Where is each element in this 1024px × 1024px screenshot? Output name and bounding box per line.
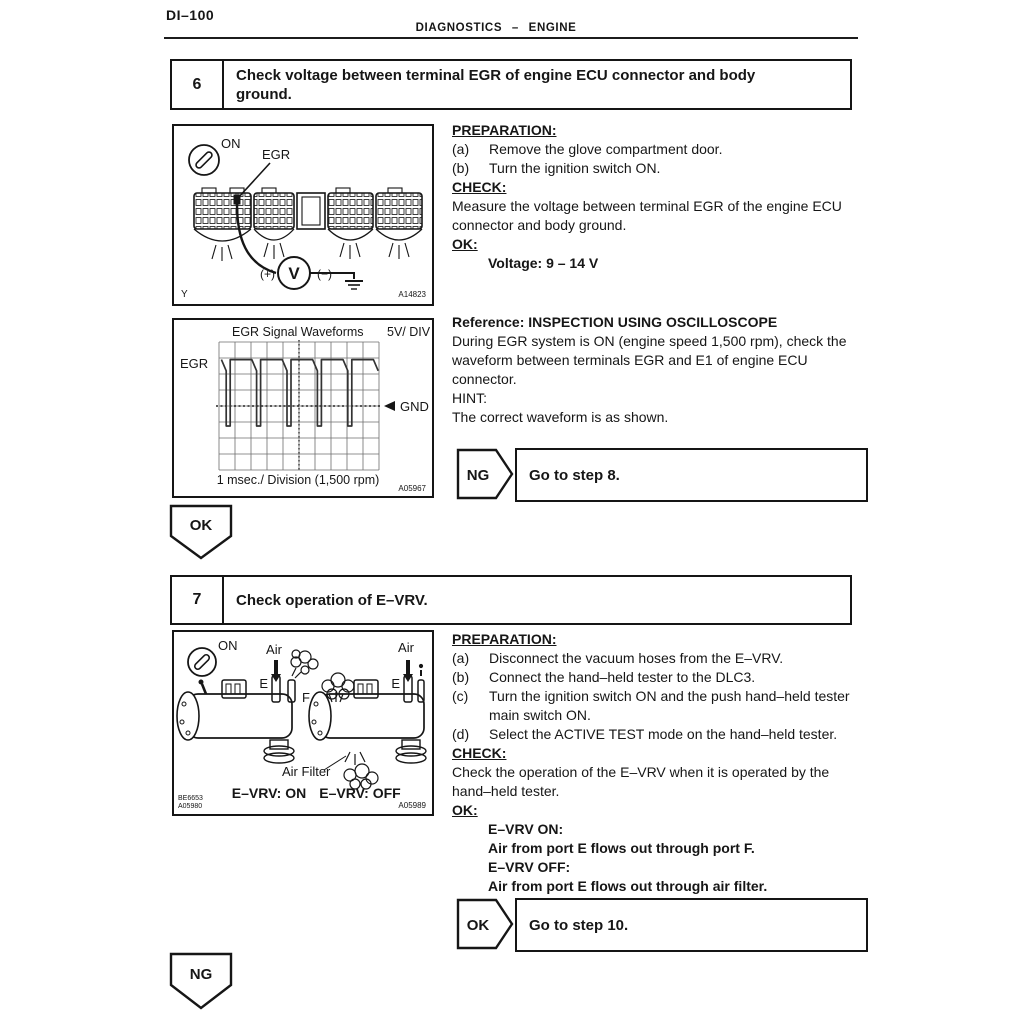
air-filter-label: Air Filter	[282, 764, 331, 779]
air-filter-spray	[324, 752, 378, 789]
ecu-connector-drawing	[174, 126, 432, 304]
step-7-number: 7	[172, 577, 224, 623]
item-index: (c)	[452, 688, 469, 704]
egr-terminal-label: EGR	[262, 147, 291, 162]
list-item	[452, 140, 858, 159]
item-text: Disconnect the vacuum hoses from the E–VRV.	[489, 650, 784, 666]
gnd-label: GND	[400, 399, 429, 414]
ok-connector-label: OK	[189, 517, 213, 534]
reference-body: During EGR system is ON (engine speed 1,500 rpm), check the waveform between terminals EGR and E1 of engine ECU connector.	[452, 333, 847, 387]
ignition-on-label: ON	[218, 638, 238, 653]
ok-flow-connector	[169, 504, 233, 565]
step-6-number: 6	[172, 61, 224, 108]
ignition-on-label: ON	[221, 136, 241, 151]
section-header: DIAGNOSTICS – ENGINE	[415, 22, 577, 34]
valve-on-caption: E–VRV: ON	[231, 785, 307, 801]
check-text: Check the operation of the E–VRV when it is operated by the hand–held tester.	[452, 764, 830, 799]
meter-plus-label: (+)	[260, 267, 275, 281]
item-text: Select the ACTIVE TEST mode on the hand–held tester.	[489, 726, 838, 742]
ok-value: Voltage: 9 – 14 V	[488, 255, 599, 271]
ok-flow-tag	[456, 898, 516, 955]
preparation-heading: PREPARATION:	[452, 631, 557, 647]
preparation-heading: PREPARATION:	[452, 122, 557, 138]
scope-channel-label: EGR	[180, 356, 209, 371]
item-text: Turn the ignition switch ON and the push hand–held tester main switch ON.	[489, 688, 850, 723]
scope-title: EGR Signal Waveforms	[232, 325, 364, 339]
figure-code-right: A05989	[398, 801, 426, 810]
reference-heading: Reference: INSPECTION USING OSCILLOSCOPE	[452, 314, 778, 330]
ng-result-action: Go to step 8.	[529, 466, 620, 484]
air-label-left: Air	[266, 642, 282, 657]
ok-tag-label: OK	[466, 917, 490, 934]
scope-code: A05967	[398, 484, 426, 493]
item-text: Connect the hand–held tester to the DLC3.	[489, 669, 756, 685]
list-item	[452, 159, 858, 178]
gnd-arrow-icon	[384, 401, 395, 411]
item-index: (d)	[452, 726, 470, 742]
ok-result-box	[515, 898, 868, 952]
ng-flow-tag	[456, 448, 516, 505]
item-index: (a)	[452, 650, 470, 666]
ng-flow-connector	[169, 952, 233, 1015]
ok-line: E–VRV OFF:	[488, 859, 571, 875]
ecu-connector-figure	[172, 124, 434, 306]
scope-scale-label: 5V/ DIV	[387, 325, 431, 339]
ok-heading: OK:	[452, 802, 478, 818]
item-index: (a)	[452, 141, 470, 157]
ng-result-box	[515, 448, 868, 502]
item-text: Turn the ignition switch ON.	[489, 160, 661, 176]
check-heading: CHECK:	[452, 179, 507, 195]
list-item	[452, 649, 858, 668]
oscilloscope-figure	[172, 318, 434, 498]
air-label-right: Air	[398, 640, 414, 655]
header-rule	[164, 37, 858, 39]
figure-code-left-1: BE6653	[178, 795, 203, 802]
oscilloscope-drawing	[174, 320, 432, 496]
port-f-label: F	[302, 690, 310, 705]
connector-blocks	[194, 163, 422, 273]
item-index: (b)	[452, 669, 470, 685]
ok-line: E–VRV ON:	[488, 821, 564, 837]
ok-line: Air from port E flows out through air filter.	[488, 878, 768, 894]
step-7-title: Check operation of E–VRV.	[236, 592, 428, 609]
evrv-drawing	[174, 632, 432, 814]
item-text: Remove the glove compartment door.	[489, 141, 723, 157]
ng-connector-label: NG	[189, 966, 213, 983]
check-text: Measure the voltage between terminal EGR of the engine ECU connector and body ground.	[452, 198, 842, 233]
port-e-label-right: E	[391, 676, 400, 691]
figure-code-left-2: A05980	[178, 803, 203, 810]
figure-corner-label: Y	[181, 289, 188, 300]
ok-line: Air from port E flows out through port F.	[488, 840, 755, 856]
step-7-procedure-text	[452, 630, 858, 896]
check-heading: CHECK:	[452, 745, 507, 761]
item-index: (b)	[452, 160, 470, 176]
step-6-title-line-1: Check voltage between terminal EGR of engine ECU connector and body	[236, 67, 756, 84]
list-item	[452, 687, 858, 725]
step-6-procedure-text	[452, 121, 858, 273]
ignition-key-icon	[188, 648, 216, 676]
voltmeter-v-label: V	[288, 264, 300, 283]
scope-xlabel: 1 msec./ Division (1,500 rpm)	[216, 473, 380, 487]
wire-tufts	[212, 243, 409, 261]
ng-tag-label: NG	[466, 467, 490, 484]
step-7-header-box	[170, 575, 852, 625]
hint-text: The correct waveform is as shown.	[452, 409, 669, 425]
figure-code: A14823	[398, 290, 426, 299]
waveform-plot	[216, 340, 382, 472]
reference-text	[452, 313, 858, 427]
list-item	[452, 668, 858, 687]
page-number: DI–100	[166, 7, 215, 23]
hint-heading: HINT:	[452, 390, 487, 406]
port-e-label-left: E	[259, 676, 268, 691]
step-6-header-box	[170, 59, 852, 110]
ok-heading: OK:	[452, 236, 478, 252]
valve-off-caption: E–VRV: OFF	[319, 785, 401, 801]
step-6-title	[224, 61, 767, 108]
meter-minus-label: (−)	[317, 267, 332, 281]
ignition-key-icon	[189, 145, 219, 175]
air-puffs	[291, 650, 318, 678]
step-6-title-line-2: ground.	[236, 86, 292, 103]
evrv-figure	[172, 630, 434, 816]
list-item	[452, 725, 858, 744]
ok-result-action: Go to step 10.	[529, 916, 629, 934]
